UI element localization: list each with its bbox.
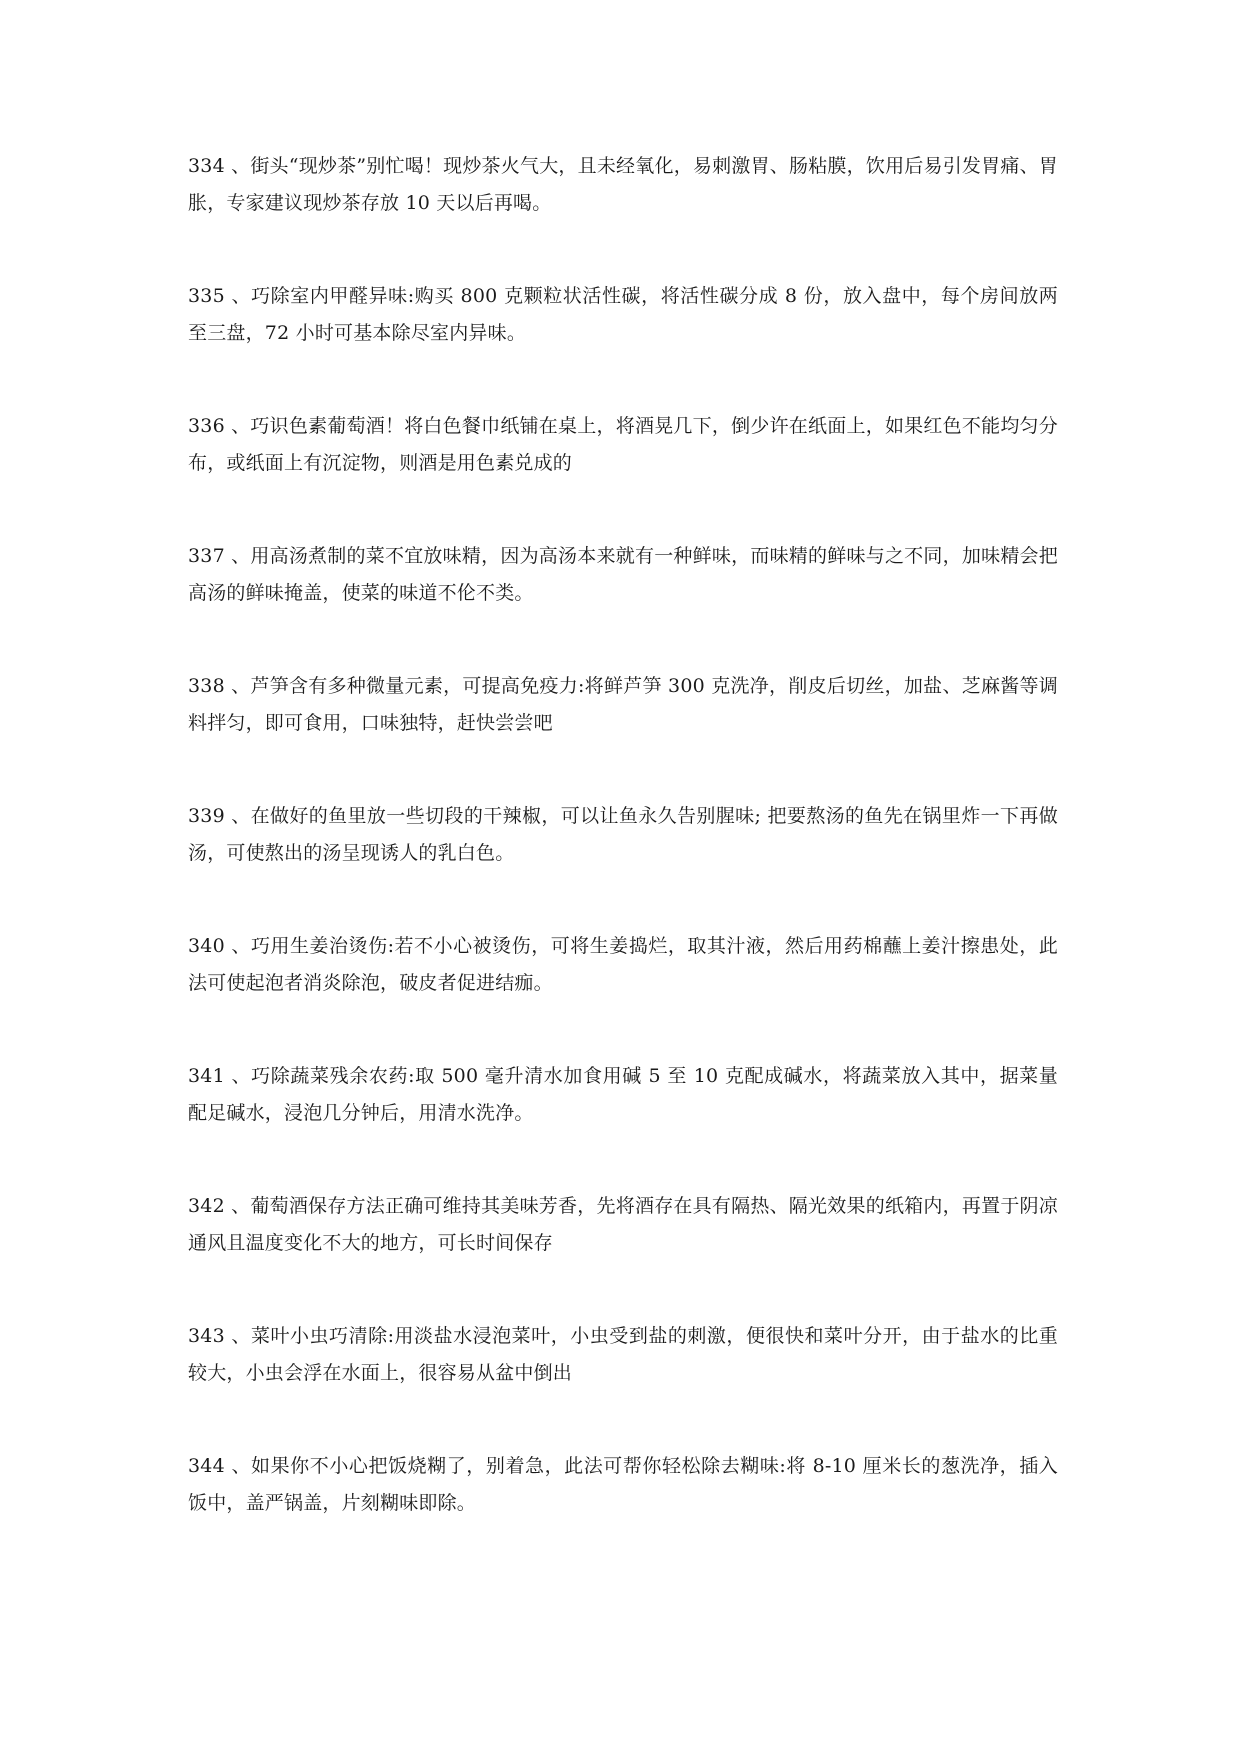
tip-text: 338 、芦笋含有多种微量元素，可提高免疫力:将鲜芦笋 300 克洗净，削皮后切丝，加盐、芝麻酱等调料拌匀，即可食用，口味独特，赶快尝尝吧 — [188, 675, 1058, 734]
tip-item — [188, 1188, 1058, 1318]
tip-text: 342 、葡萄酒保存方法正确可维持其美味芳香，先将酒存在具有隔热、隔光效果的纸箱内，再置于阴凉通风且温度变化不大的地方，可长时间保存 — [188, 1195, 1058, 1254]
tip-item — [188, 668, 1058, 798]
tip-item — [188, 408, 1058, 538]
tip-item — [188, 928, 1058, 1058]
tip-text: 337 、用高汤煮制的菜不宜放味精，因为高汤本来就有一种鲜味，而味精的鲜味与之不同，加味精会把高汤的鲜味掩盖，使菜的味道不伦不类。 — [188, 545, 1058, 604]
tip-text: 335 、巧除室内甲醛异味:购买 800 克颗粒状活性碳，将活性碳分成 8 份，放入盘中，每个房间放两至三盘，72 小时可基本除尽室内异味。 — [188, 285, 1058, 344]
tips-list — [188, 148, 1058, 1578]
tip-text: 339 、在做好的鱼里放一些切段的干辣椒，可以让鱼永久告别腥味; 把要熬汤的鱼先在锅里炸一下再做汤，可使熬出的汤呈现诱人的乳白色。 — [188, 805, 1058, 864]
tip-text: 340 、巧用生姜治烫伤:若不小心被烫伤，可将生姜捣烂，取其汁液，然后用药棉蘸上姜汁擦患处，此法可使起泡者消炎除泡，破皮者促进结痂。 — [188, 935, 1058, 994]
tip-item — [188, 1318, 1058, 1448]
tip-item — [188, 1058, 1058, 1188]
tip-item — [188, 278, 1058, 408]
tip-item — [188, 798, 1058, 928]
tip-item — [188, 538, 1058, 668]
tip-item — [188, 1448, 1058, 1578]
tip-text: 336 、巧识色素葡萄酒！将白色餐巾纸铺在桌上，将酒晃几下，倒少许在纸面上，如果红色不能均匀分布，或纸面上有沉淀物，则酒是用色素兑成的 — [188, 415, 1058, 474]
tip-text: 343 、菜叶小虫巧清除:用淡盐水浸泡菜叶，小虫受到盐的刺激，便很快和菜叶分开，由于盐水的比重较大，小虫会浮在水面上，很容易从盆中倒出 — [188, 1325, 1058, 1384]
tip-text: 344 、如果你不小心把饭烧糊了，别着急，此法可帮你轻松除去糊味:将 8-10 厘米长的葱洗净，插入饭中，盖严锅盖，片刻糊味即除。 — [188, 1455, 1058, 1514]
tip-item — [188, 148, 1058, 278]
tip-text: 341 、巧除蔬菜残余农药:取 500 毫升清水加食用碱 5 至 10 克配成碱水，将蔬菜放入其中，据菜量配足碱水，浸泡几分钟后，用清水洗净。 — [188, 1065, 1058, 1124]
tip-text: 334 、街头“现炒茶”别忙喝！现炒茶火气大，且未经氧化，易刺激胃、肠粘膜，饮用后易引发胃痛、胃胀，专家建议现炒茶存放 10 天以后再喝。 — [188, 155, 1058, 214]
